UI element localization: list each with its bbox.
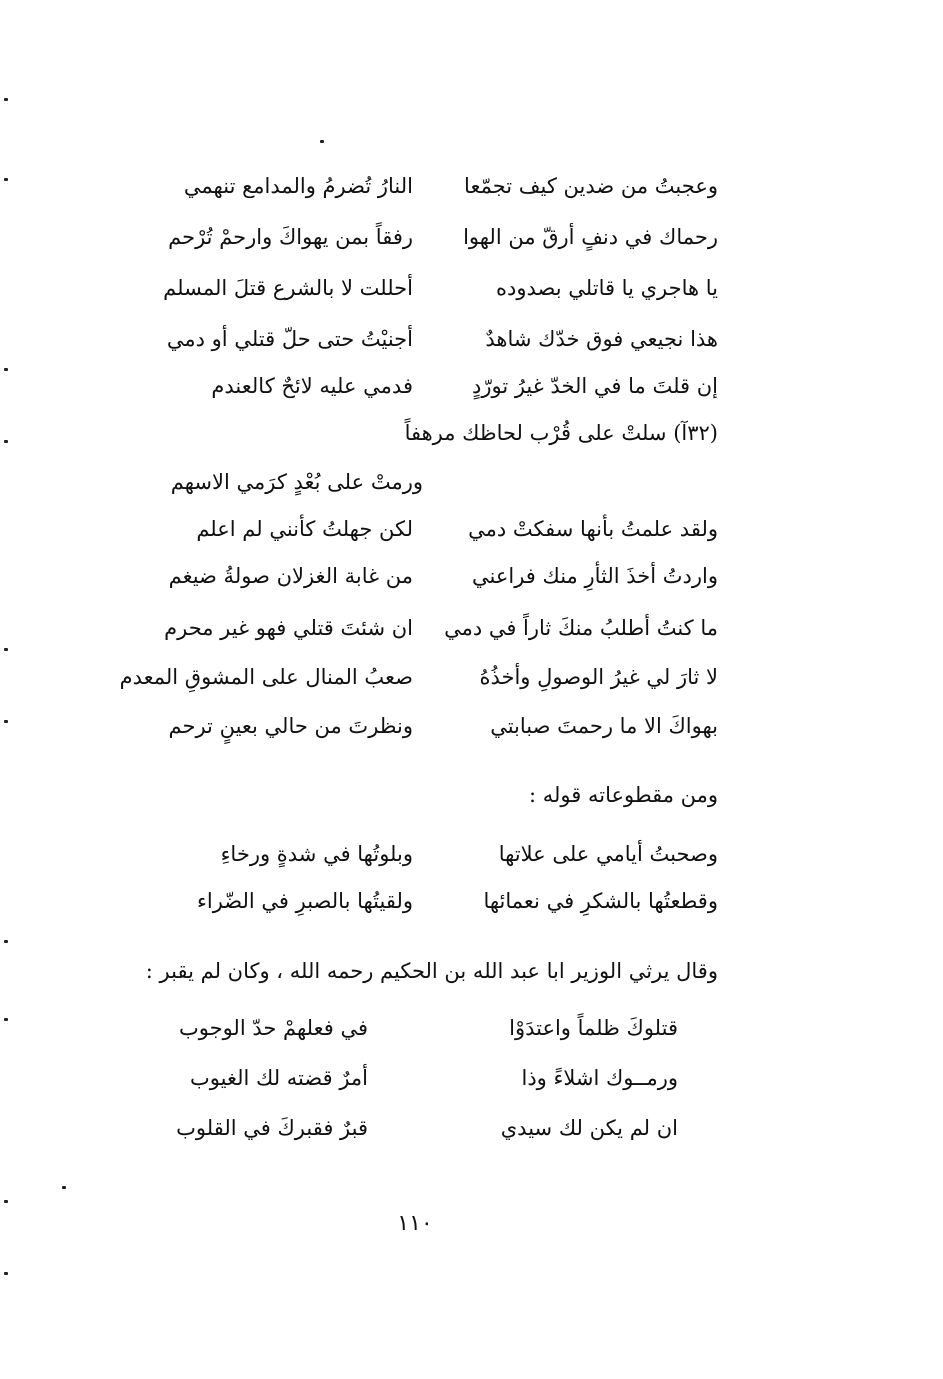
verse-first-hemistich: رحماك في دنفٍ أرقّ من الهوا xyxy=(463,225,718,249)
verse-line xyxy=(108,319,718,359)
verse-first-hemistich: وصحبتُ أيامي على علاتها xyxy=(498,842,718,866)
scan-speck xyxy=(4,1200,8,1203)
scan-speck xyxy=(4,1018,8,1021)
verse-second-hemistich: صعبُ المنال على المشوقِ المعدم xyxy=(119,665,413,689)
verse-line xyxy=(158,1108,678,1148)
verse-second-hemistich: من غابة الغزلان صولةُ ضيغم xyxy=(168,564,413,588)
verse-second-hemistich: لكن جهلتُ كأنني لم اعلم xyxy=(196,517,413,541)
verse-second-hemistich: وبلوتُها في شدةٍ ورخاءِ xyxy=(220,842,413,866)
verse-first-hemistich: يا هاجري يا قاتلي بصدوده xyxy=(496,276,718,300)
scan-speck xyxy=(4,98,8,101)
section-heading: ومن مقطوعاته قوله : xyxy=(529,783,718,807)
verse-second-hemistich: ونظرتَ من حالي بعينٍ ترحم xyxy=(168,714,413,738)
verse-first-hemistich: واردتُ أخذَ الثأرِ منك فراعني xyxy=(471,564,718,588)
verse-line xyxy=(108,881,718,921)
verse-line xyxy=(108,509,718,549)
scan-speck xyxy=(4,648,8,651)
verse-32-second-line: ورمتْ على بُعْدٍ كرَمي الاسهم xyxy=(170,470,423,494)
scan-speck xyxy=(4,1272,8,1275)
verse-first-hemistich: لا ثارَ لي غيرُ الوصولِ وأخذُهُ xyxy=(479,665,718,689)
verse-line xyxy=(108,556,718,596)
scan-speck xyxy=(62,1186,66,1189)
verse-line xyxy=(108,217,718,257)
verse-second-hemistich: فدمي عليه لائحٌ كالعندم xyxy=(211,374,413,398)
verse-second-hemistich: النارُ تُضرمُ والمدامع تنهمي xyxy=(183,174,413,198)
verse-first-hemistich: إن قلتَ ما في الخدّ غيرُ تورّدٍ xyxy=(471,374,718,398)
verse-second-hemistich: أجنيْتُ حتى حلّ قتلي أو دمي xyxy=(166,327,413,351)
verse-line xyxy=(108,657,718,697)
verse-line xyxy=(158,1008,678,1048)
verse-first-hemistich: ان لم يكن لك سيدي xyxy=(500,1116,678,1140)
verse-second-hemistich: في فعلهمْ حدّ الوجوب xyxy=(178,1016,368,1040)
verse-line xyxy=(108,706,718,746)
verse-first-hemistich: وعجبتُ من ضدين كيف تجمّعا xyxy=(464,174,718,198)
verse-second-hemistich: ولقيتُها بالصبرِ في الضّراء xyxy=(197,889,413,913)
verse-first-hemistich: ما كنتُ أطلبُ منكَ ثاراً في دمي xyxy=(444,616,718,640)
verse-first-hemistich: بهواكَ الا ما رحمتَ صبابتي xyxy=(490,714,718,738)
scan-speck xyxy=(4,720,8,723)
verse-first-hemistich: قتلوكَ ظلماً واعتدَوْا xyxy=(509,1016,678,1040)
verse-second-hemistich: رفقاً بمن يهواكَ وارحمْ تُرْحم xyxy=(168,225,413,249)
page-number: ١١٠ xyxy=(397,1211,433,1236)
verse-first-hemistich: هذا نجيعي فوق خدّك شاهدٌ xyxy=(485,327,718,351)
scan-speck xyxy=(4,940,8,943)
verse-line xyxy=(108,366,718,406)
verse-first-hemistich: وقطعتُها بالشكرِ في نعمائها xyxy=(483,889,718,913)
verse-first-hemistich: ولقد علمتُ بأنها سفكتْ دمي xyxy=(468,517,718,541)
verse-second-hemistich: أحللت لا بالشرع قتلَ المسلم xyxy=(163,276,413,300)
scan-speck xyxy=(4,368,8,371)
verse-line xyxy=(158,1058,678,1098)
verse-line xyxy=(108,834,718,874)
scan-speck xyxy=(4,440,8,443)
section-heading: وقال يرثي الوزير ابا عبد الله بن الحكيم رحمه الله ، وكان لم يقبر : xyxy=(145,959,718,983)
verse-line xyxy=(108,608,718,648)
scan-speck xyxy=(4,178,8,181)
verse-32-first-line: (٣٢آ) سلتْ على قُرْب لحاظك مرهفاً xyxy=(404,421,718,445)
verse-line xyxy=(108,268,718,308)
verse-second-hemistich: أمرٌ قضته لك الغيوب xyxy=(190,1066,368,1090)
scan-speck xyxy=(320,140,324,143)
verse-second-hemistich: ان شئتَ قتلي فهو غير محرم xyxy=(164,616,413,640)
verse-second-hemistich: قبرٌ فقبركَ في القلوب xyxy=(176,1116,368,1140)
verse-line xyxy=(108,166,718,206)
verse-first-hemistich: ورمــوك اشلاءً وذا xyxy=(521,1066,678,1090)
